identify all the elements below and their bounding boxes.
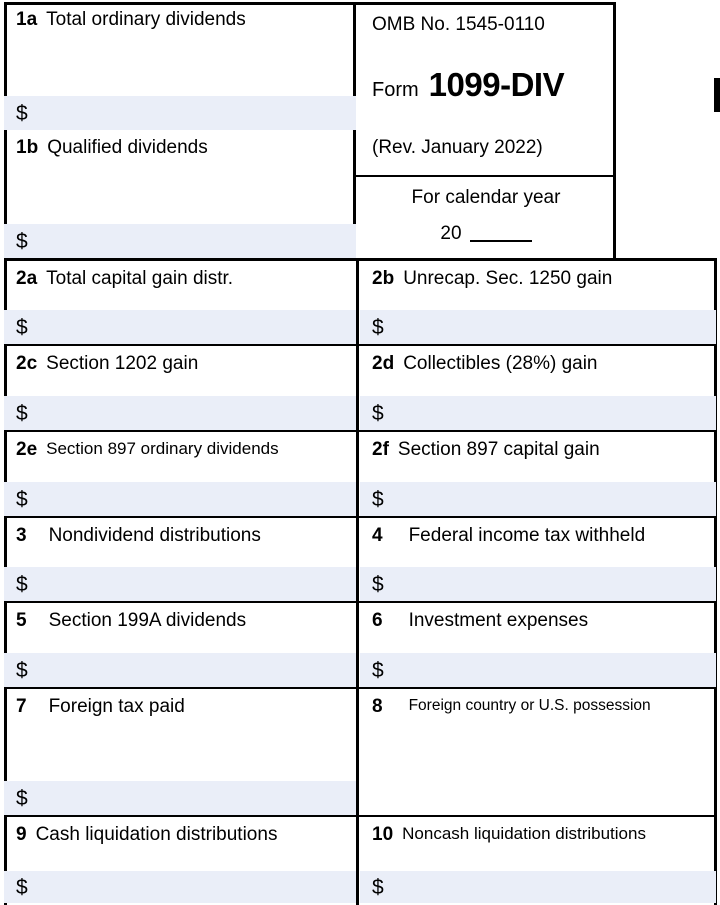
box-8-text-field[interactable] (360, 781, 716, 815)
box-2a-header (4, 261, 356, 290)
calendar-year-label: For calendar year (411, 187, 561, 208)
box-2f[interactable] (360, 432, 716, 516)
rule-center-vertical (356, 258, 359, 905)
box-6[interactable] (360, 603, 716, 687)
box-3-amount-field[interactable] (4, 567, 356, 601)
box-8-number: 8 (372, 696, 383, 717)
currency-symbol: $ (372, 401, 384, 425)
box-2b[interactable] (360, 261, 716, 344)
currency-symbol: $ (16, 786, 28, 810)
box-1a-number: 1a (16, 9, 38, 30)
box-1b-header (4, 130, 356, 159)
box-5-header (4, 603, 356, 632)
box-1a-amount-field[interactable] (4, 96, 356, 130)
box-9-label: Cash liquidation distributions (35, 824, 278, 845)
box-7-header (4, 689, 356, 718)
box-5-number: 5 (16, 610, 27, 631)
box-2b-header (360, 261, 716, 290)
box-4-label: Federal income tax withheld (408, 525, 646, 546)
box-2a-amount-field[interactable] (4, 310, 356, 344)
currency-symbol: $ (372, 875, 384, 899)
currency-symbol: $ (16, 572, 28, 596)
currency-symbol: $ (16, 315, 28, 339)
box-4-amount-field[interactable] (360, 567, 716, 601)
box-2c-amount-field[interactable] (4, 396, 356, 430)
omb-number: OMB No. 1545-0110 (372, 14, 545, 35)
currency-symbol: $ (372, 572, 384, 596)
form-number: 1099-DIV (428, 66, 565, 103)
box-4-number: 4 (372, 525, 383, 546)
box-7[interactable] (4, 689, 356, 815)
box-1b-amount-field[interactable] (4, 224, 356, 258)
currency-symbol: $ (16, 229, 28, 253)
box-3-number: 3 (16, 525, 27, 546)
box-8-header (360, 689, 716, 716)
box-3-label: Nondividend distributions (48, 525, 261, 546)
box-10[interactable] (360, 817, 716, 903)
box-2b-number: 2b (372, 268, 395, 289)
box-2f-amount-field[interactable] (360, 482, 716, 516)
box-7-amount-field[interactable] (4, 781, 356, 815)
box-2a-label: Total capital gain distr. (46, 268, 234, 289)
box-2d-label: Collectibles (28%) gain (403, 353, 598, 374)
box-2c-header (4, 346, 356, 375)
box-2e-header (4, 432, 356, 459)
form-revision: (Rev. January 2022) (372, 137, 543, 158)
box-1b[interactable] (4, 130, 356, 258)
box-2c-number: 2c (16, 353, 38, 374)
box-9-header (4, 817, 356, 846)
box-10-header (360, 817, 716, 844)
box-6-amount-field[interactable] (360, 653, 716, 687)
box-7-number: 7 (16, 696, 27, 717)
box-2b-amount-field[interactable] (360, 310, 716, 344)
box-1a[interactable] (4, 2, 356, 130)
box-9[interactable] (4, 817, 356, 903)
box-2f-header (360, 432, 716, 461)
box-2e-amount-field[interactable] (4, 482, 356, 516)
box-2a[interactable] (4, 261, 356, 344)
calendar-year-prefix: 20 (440, 223, 462, 244)
box-8-label: Foreign country or U.S. possession (408, 697, 651, 714)
box-9-number: 9 (16, 824, 27, 845)
currency-symbol: $ (372, 487, 384, 511)
box-1a-header (4, 2, 356, 31)
currency-symbol: $ (372, 315, 384, 339)
box-2d-number: 2d (372, 353, 395, 374)
box-10-label: Noncash liquidation distributions (402, 824, 646, 843)
calendar-year-entry[interactable] (356, 223, 616, 245)
box-2b-label: Unrecap. Sec. 1250 gain (403, 268, 613, 289)
currency-symbol: $ (16, 875, 28, 899)
box-6-label: Investment expenses (408, 610, 589, 631)
form-word: Form (372, 79, 419, 101)
box-8[interactable] (360, 689, 716, 815)
box-4[interactable] (360, 518, 716, 601)
box-2a-number: 2a (16, 268, 38, 289)
currency-symbol: $ (16, 401, 28, 425)
box-2d-amount-field[interactable] (360, 396, 716, 430)
box-10-number: 10 (372, 824, 394, 845)
box-1b-number: 1b (16, 137, 39, 158)
box-1a-label: Total ordinary dividends (46, 9, 246, 30)
box-3-header (4, 518, 356, 547)
box-2f-number: 2f (372, 439, 389, 460)
box-5[interactable] (4, 603, 356, 687)
page-edge-marker (714, 78, 720, 112)
currency-symbol: $ (16, 487, 28, 511)
box-2c-label: Section 1202 gain (46, 353, 199, 374)
box-2d-header (360, 346, 716, 375)
box-2d[interactable] (360, 346, 716, 430)
box-5-amount-field[interactable] (4, 653, 356, 687)
currency-symbol: $ (372, 658, 384, 682)
calendar-year-blank[interactable] (470, 240, 532, 242)
box-1b-label: Qualified dividends (47, 137, 208, 158)
box-6-header (360, 603, 716, 632)
currency-symbol: $ (16, 658, 28, 682)
box-7-label: Foreign tax paid (48, 696, 185, 717)
box-2c[interactable] (4, 346, 356, 430)
form-identity-block (356, 2, 616, 258)
box-5-label: Section 199A dividends (48, 610, 247, 631)
currency-symbol: $ (16, 101, 28, 125)
box-3[interactable] (4, 518, 356, 601)
box-2e[interactable] (4, 432, 356, 516)
box-4-header (360, 518, 716, 547)
box-10-amount-field[interactable] (360, 871, 716, 903)
box-2f-label: Section 897 capital gain (397, 439, 600, 460)
box-2e-number: 2e (16, 439, 38, 460)
box-6-number: 6 (372, 610, 383, 631)
box-9-amount-field[interactable] (4, 871, 356, 903)
calendar-year-block[interactable] (356, 187, 616, 245)
box-2e-label: Section 897 ordinary dividends (46, 439, 279, 458)
form-title (372, 66, 564, 104)
